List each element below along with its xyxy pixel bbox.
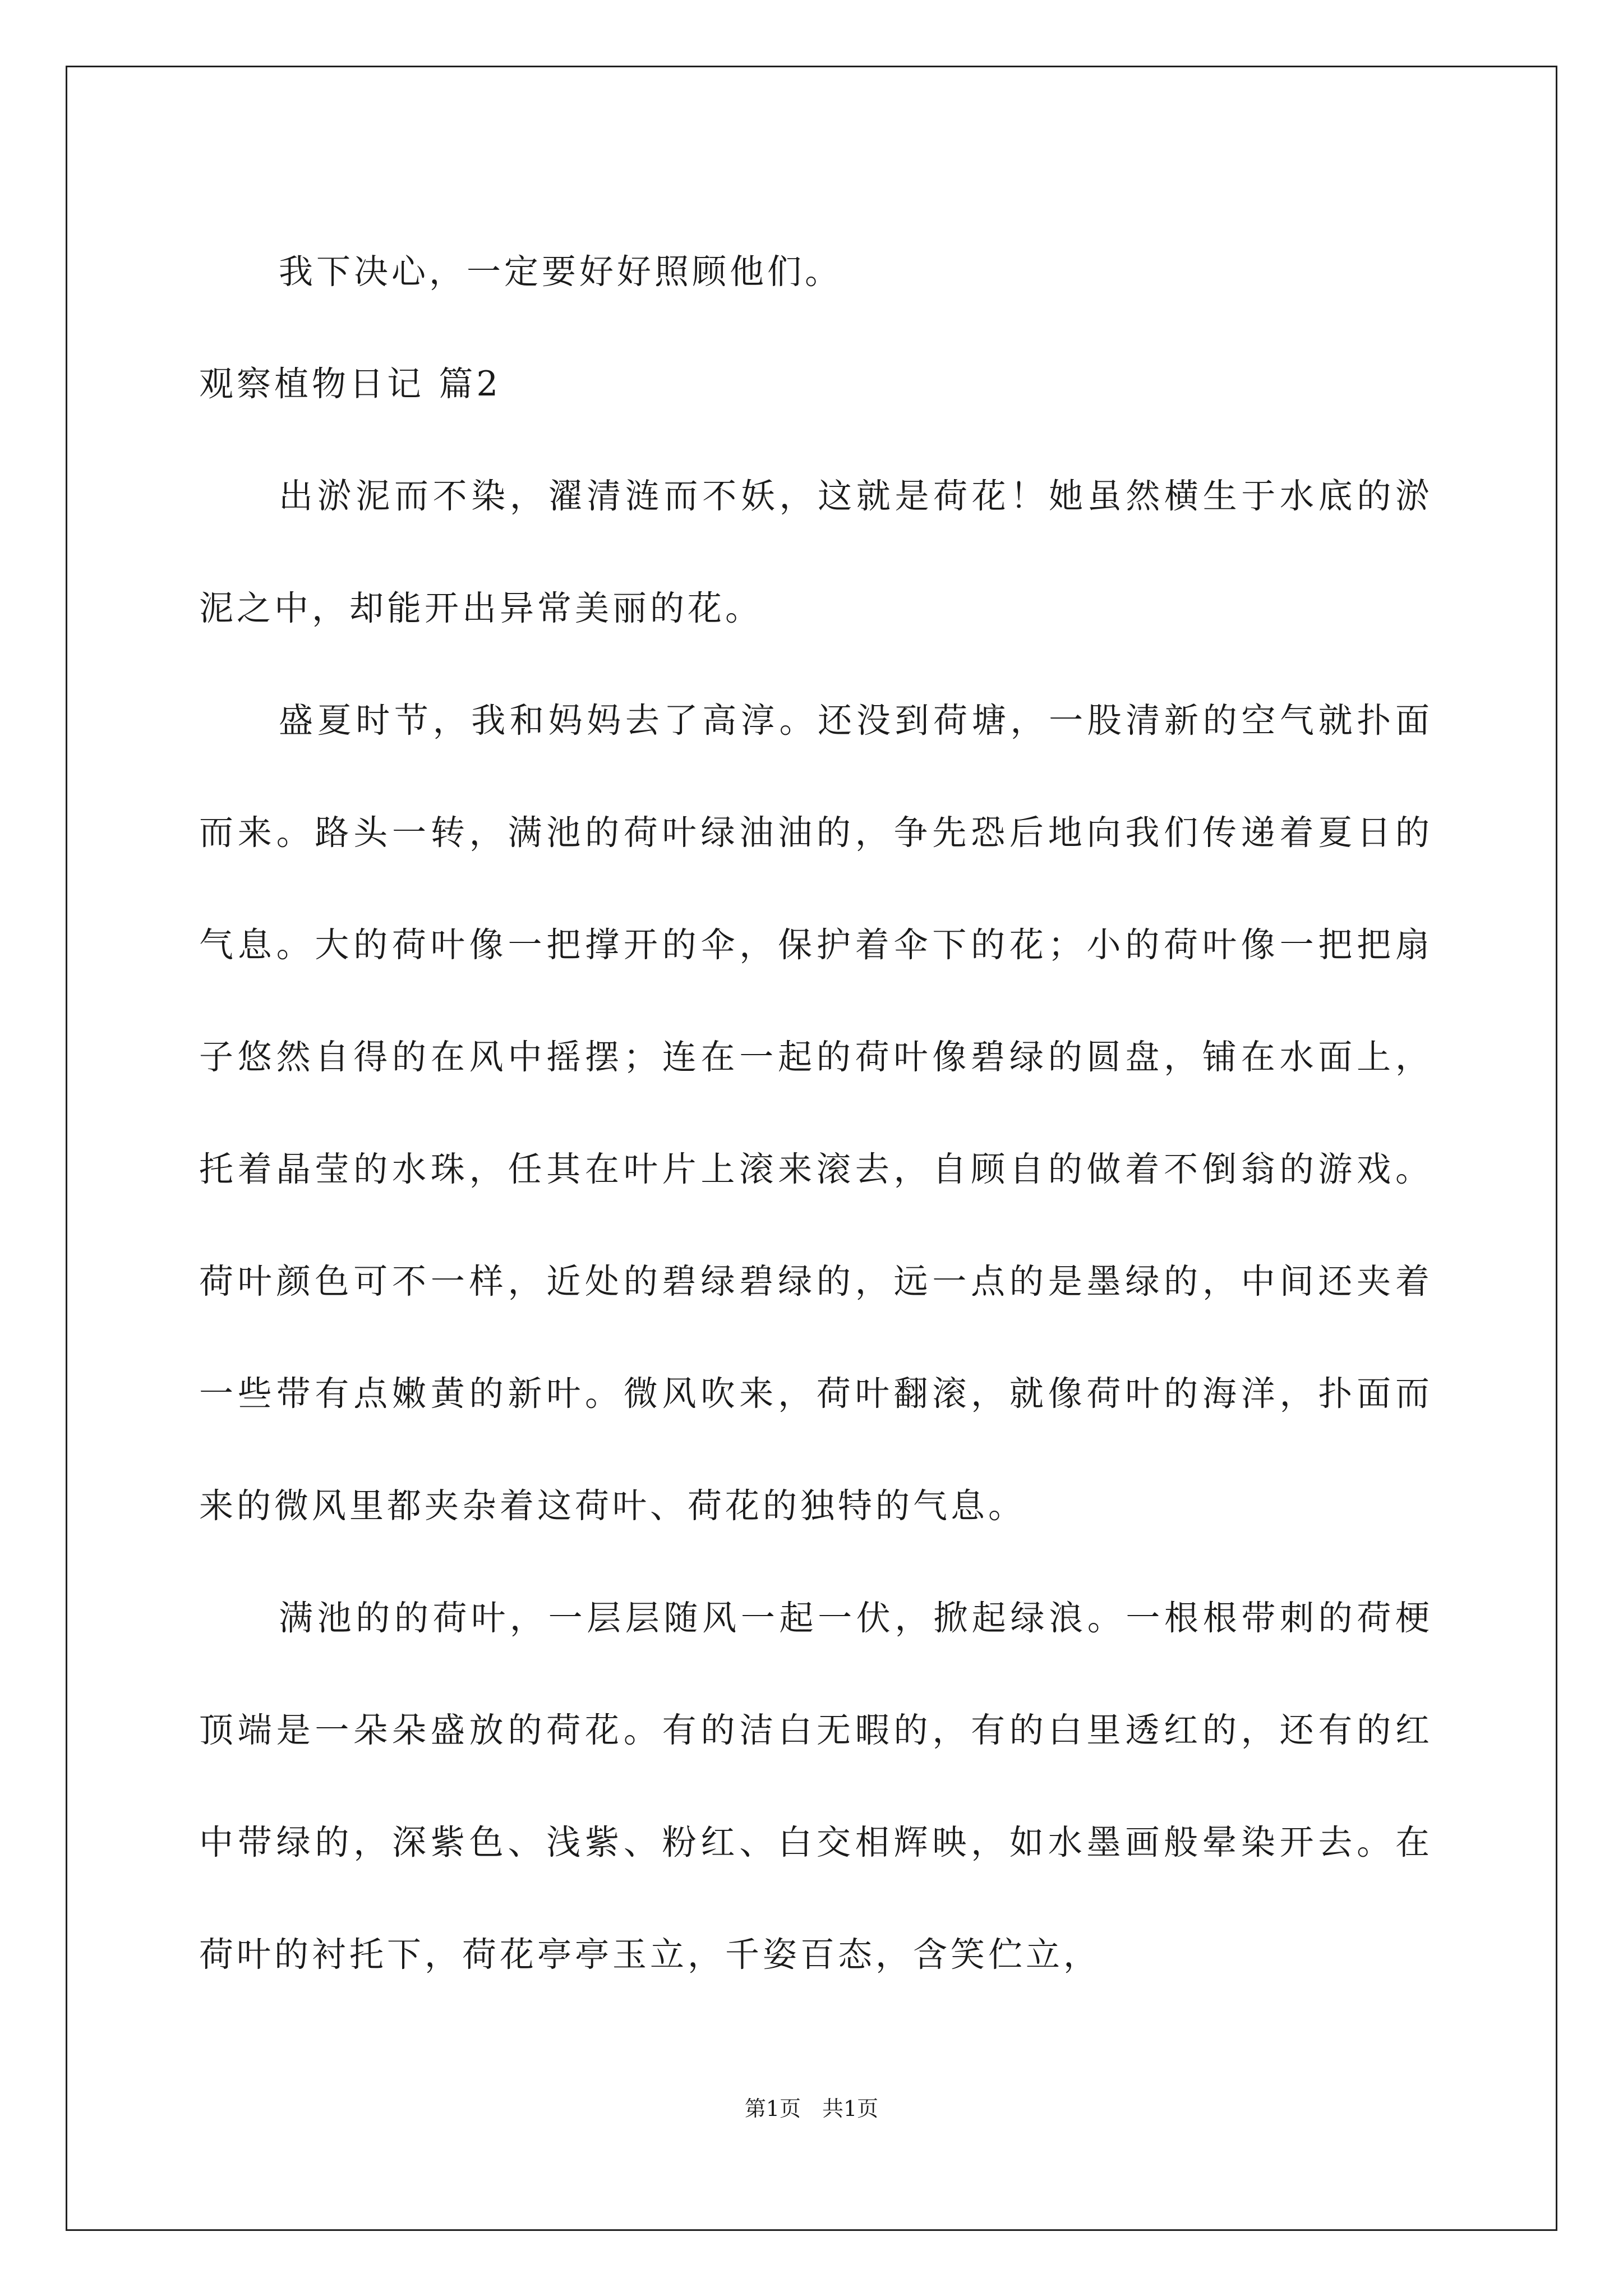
document-body [199,216,1433,2011]
paragraph-intro: 出淤泥而不染，濯清涟而不妖，这就是荷花！她虽然横生于水底的淤泥之中，却能开出异常美丽的花。 [199,476,1433,628]
page-number-footer: 第1页 共1页 [744,2096,879,2121]
paragraph-lotus-leaves: 盛夏时节，我和妈妈去了高淳。还没到荷塘，一股清新的空气就扑面而来。路头一转，满池的荷叶绿油油的，争先恐后地向我们传递着夏日的气息。大的荷叶像一把撑开的伞，保护着伞下的花；小的荷叶像一把把扇子悠然自得的在风中摇摆；连在一起的荷叶像碧绿的圆盘，铺在水面上，托着晶莹的水珠，任其在叶片上滚来滚去，自顾自的做着不倒翁的游戏。荷叶颜色可不一样，近处的碧绿碧绿的，远一点的是墨绿的，中间还夹着一些带有点嫩黄的新叶。微风吹来，荷叶翻滚，就像荷叶的海洋，扑面而来的微风里都夹杂着这荷叶、荷花的独特的气息。 [199,701,1433,1526]
paragraph-lotus-flowers: 满池的的荷叶，一层层随风一起一伏，掀起绿浪。一根根带刺的荷梗顶端是一朵朵盛放的荷花。有的洁白无暇的，有的白里透红的，还有的红中带绿的，深紫色、浅紫、粉红、白交相辉映，如水墨画般晕染开去。在荷叶的衬托下，荷花亭亭玉立，千姿百态，含笑伫立， [199,1598,1433,1975]
paragraph-closing: 我下决心，一定要好好照顾他们。 [279,252,843,292]
section-heading: 观察植物日记 篇2 [199,364,502,404]
